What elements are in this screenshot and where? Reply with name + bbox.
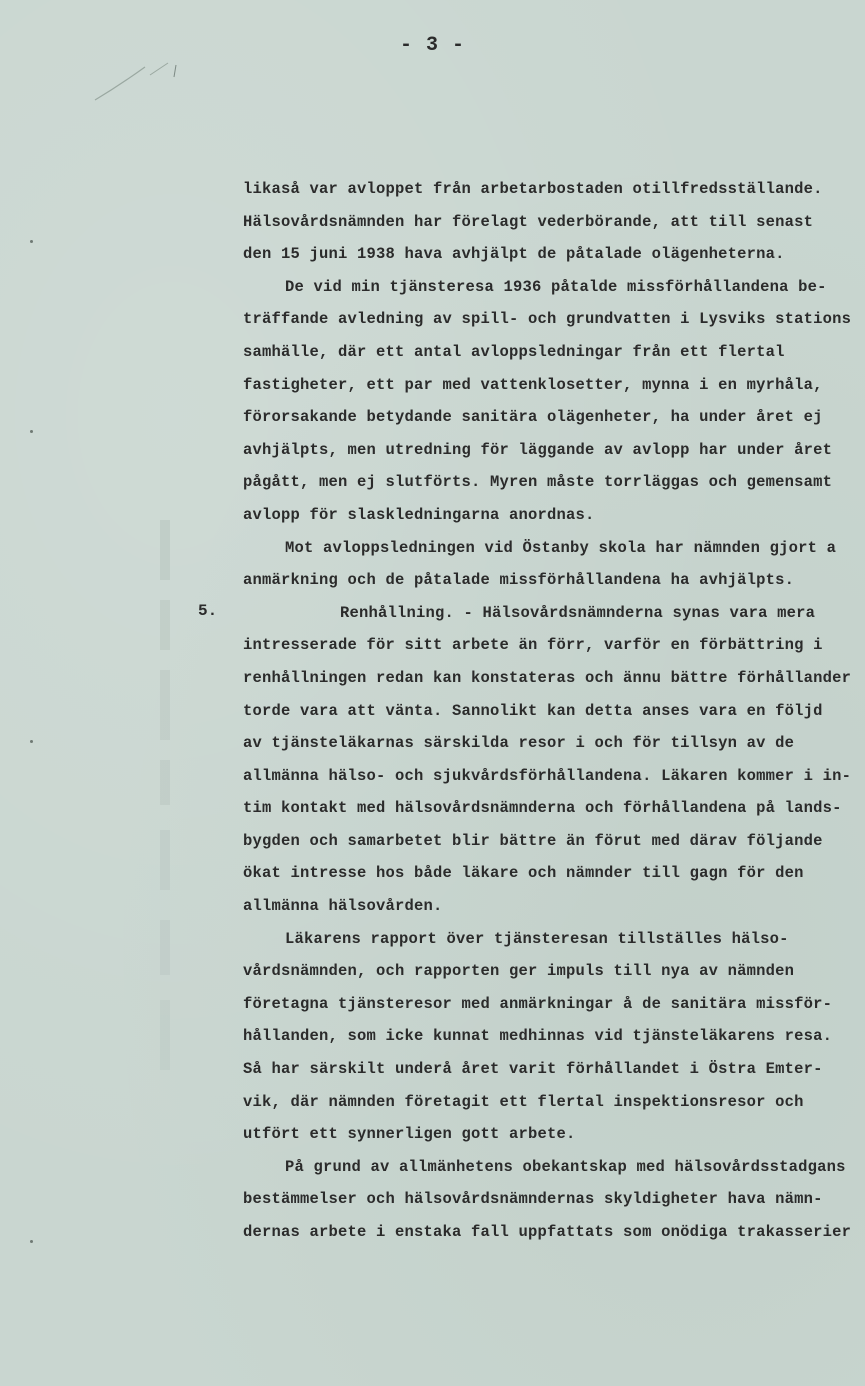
text-line: träffande avledning av spill- och grundvatten i Lysviks stations	[243, 310, 852, 329]
paragraph-start-line: Mot avloppsledningen vid Östanby skola har nämnden gjort a	[285, 538, 837, 557]
text-line: torde vara att vänta. Sannolikt kan detta anses vara en följd	[243, 701, 823, 720]
bleed-through-marks	[60, 300, 210, 1100]
text-line: allmänna hälsovården.	[243, 897, 443, 916]
text-line: Hälsovårdsnämnden har förelagt vederbörande, att till senast	[243, 212, 814, 231]
margin-speck	[30, 740, 33, 743]
margin-speck	[30, 1240, 33, 1243]
text-line: bygden och samarbetet blir bättre än förut med därav följande	[243, 831, 823, 850]
text-line: vik, där nämnden företagit ett flertal inspektionsresor och	[243, 1092, 804, 1111]
text-line: utfört ett synnerligen gott arbete.	[243, 1125, 576, 1144]
text-line: avlopp för slaskledningarna anordnas.	[243, 505, 595, 524]
section-number: 5.	[198, 602, 218, 620]
page-number: - 3 -	[399, 34, 465, 57]
text-line: förorsakande betydande sanitära olägenheter, ha under året ej	[243, 408, 823, 427]
text-line: vårdsnämnden, och rapporten ger impuls till nya av nämnden	[243, 962, 795, 981]
text-line: ökat intresse hos både läkare och nämnder till gagn för den	[243, 864, 804, 883]
pencil-mark	[90, 55, 190, 105]
text-line: Så har särskilt underå året varit förhållandet i Östra Emter-	[243, 1060, 823, 1079]
text-line: av tjänsteläkarnas särskilda resor i och för tillsyn av de	[243, 734, 795, 753]
text-line: bestämmelser och hälsovårdsnämndernas skyldigheter hava nämn-	[243, 1190, 823, 1209]
text-line: dernas arbete i enstaka fall uppfattats som onödiga trakasserier	[243, 1223, 852, 1241]
text-line: renhållningen redan kan konstateras och ännu bättre förhållander	[243, 668, 852, 687]
paragraph-start-line: De vid min tjänsteresa 1936 påtalde missförhållandena be-	[285, 277, 827, 296]
text-line: den 15 juni 1938 hava avhjälpt de påtalade olägenheterna.	[243, 245, 785, 264]
paragraph-start-line: På grund av allmänhetens obekantskap med hälsovårdsstadgans	[285, 1157, 846, 1176]
section-heading-line: Renhållning. - Hälsovårdsnämnderna synas vara mera	[340, 603, 816, 622]
text-line: likaså var avloppet från arbetarbostaden otillfredsställande.	[243, 180, 823, 198]
text-line: intresserade för sitt arbete än förr, varför en förbättring i	[243, 636, 823, 655]
text-line: tim kontakt med hälsovårdsnämnderna och förhållandena på lands-	[243, 799, 842, 818]
text-line: hållanden, som icke kunnat medhinnas vid tjänsteläkarens resa.	[243, 1027, 833, 1046]
body-text	[243, 173, 865, 1249]
paragraph-start-line: Läkarens rapport över tjänsteresan tillställes hälso-	[285, 929, 789, 948]
text-line: fastigheter, ett par med vattenklosetter, mynna i en myrhåla,	[243, 375, 823, 394]
text-line: anmärkning och de påtalade missförhållandena ha avhjälpts.	[243, 571, 795, 590]
margin-speck	[30, 430, 33, 433]
text-line: avhjälpts, men utredning för läggande av avlopp har under året	[243, 440, 833, 459]
text-line: allmänna hälso- och sjukvårdsförhållandena. Läkaren kommer i in-	[243, 766, 852, 785]
text-line: företagna tjänsteresor med anmärkningar å de sanitära missför-	[243, 994, 833, 1013]
text-line: pågått, men ej slutförts. Myren måste torrläggas och gemensamt	[243, 473, 833, 492]
margin-speck	[30, 240, 33, 243]
text-line: samhälle, där ett antal avloppsledningar från ett flertal	[243, 342, 785, 361]
